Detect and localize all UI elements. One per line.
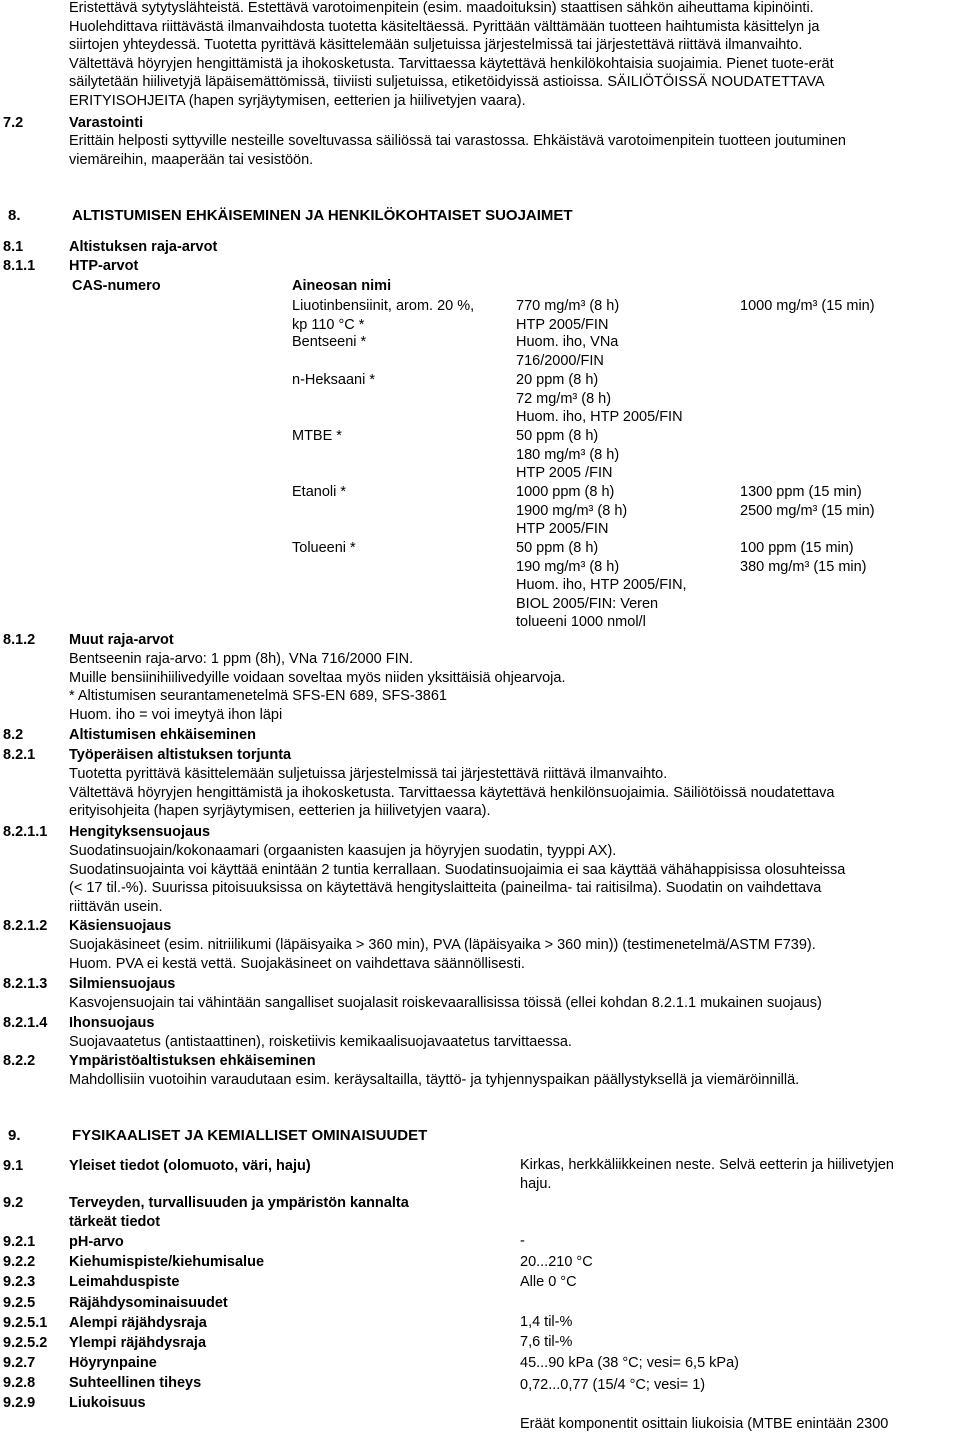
property-value: haju. bbox=[520, 1176, 552, 1192]
property-number: 9.2.5.2 bbox=[3, 1335, 48, 1351]
text-line: siirtojen yhteydessä. Tuotetta pyrittävä käsittelemään suljetuissa järjestelmissä tai järjestettävä riittävä ilmanvaihto. bbox=[69, 37, 803, 54]
section-title-8-2-1-1: Hengityksensuojaus bbox=[69, 824, 211, 840]
occupational-exposure-text bbox=[69, 765, 834, 821]
section-number-8-2-1-4: 8.2.1.4 bbox=[3, 1015, 48, 1031]
text-line: Suodatinsuojain/kokonaamari (orgaanisten kaasujen ja höyryjen suodatin, tyyppi AX). bbox=[69, 843, 617, 859]
property-value: Eräät komponentit osittain liukoisia (MTBE enintään 2300 bbox=[520, 1416, 889, 1432]
text-line: säilytetään hiilivetyjä läpäisemättömissä, tiiviisti suljetuissa, etiketöidyissä astioissa. SÄILIÖTÖISSÄ NOUDATETTAVA bbox=[69, 74, 825, 91]
column-header-name: Aineosan nimi bbox=[292, 278, 392, 294]
limit-8h-cell: 1000 ppm (8 h) bbox=[516, 484, 615, 500]
limit-8h-cell: 180 mg/m³ (8 h) bbox=[516, 446, 620, 463]
text-line: Suojavaatetus (antistaattinen), roisketiivis kemikaalisuojavaatetus tarvittaessa. bbox=[69, 1034, 572, 1050]
section-number-8-1-2: 8.1.2 bbox=[3, 632, 36, 648]
property-label: Liukoisuus bbox=[69, 1395, 146, 1411]
substance-name-cell: MTBE * bbox=[292, 428, 342, 444]
substance-name-cell: n-Heksaani * bbox=[292, 372, 376, 388]
limit-15min-cell: 380 mg/m³ (15 min) bbox=[740, 558, 867, 575]
property-label: Ylempi räjähdysraja bbox=[69, 1335, 207, 1351]
section-number-9: 9. bbox=[8, 1127, 21, 1144]
section-title-storage: Varastointi bbox=[69, 115, 144, 131]
section-title-8-2: Altistumisen ehkäiseminen bbox=[69, 727, 256, 743]
environmental-exposure-text bbox=[69, 1071, 799, 1090]
property-label: tärkeät tiedot bbox=[69, 1214, 161, 1230]
section-title-9: FYSIKAALISET JA KEMIALLISET OMINAISUUDET bbox=[72, 1127, 428, 1144]
text-line: Muille bensiinihiilivedyille voidaan soveltaa myös niiden yksittäisiä ohjearvoja. bbox=[69, 669, 566, 686]
property-number: 9.2.7 bbox=[3, 1355, 36, 1371]
text-line: Erittäin helposti syttyville nesteille soveltuvassa säiliössä tai varastossa. Ehkäistävä varotoimenpitein tuotteen joutuminen bbox=[69, 133, 846, 149]
text-line: ERITYISOHJEITA (hapen syrjäytymisen, eetterien ja hiilivetyjen vaara). bbox=[69, 92, 526, 109]
section-title-8-2-1: Työperäisen altistuksen torjunta bbox=[69, 747, 292, 763]
property-value: Kirkas, herkkäliikkeinen neste. Selvä eetterin ja hiilivetyjen bbox=[520, 1157, 894, 1173]
property-number: 9.2.5 bbox=[3, 1295, 36, 1311]
text-line: viemäreihin, maaperään tai vesistöön. bbox=[69, 151, 314, 168]
property-label: Kiehumispiste/kiehumisalue bbox=[69, 1254, 265, 1270]
storage-text bbox=[69, 132, 846, 169]
section-title-8-1-1: HTP-arvot bbox=[69, 258, 139, 274]
property-number: 9.2.9 bbox=[3, 1395, 36, 1411]
skin-protection-text bbox=[69, 1033, 572, 1052]
property-label: Höyrynpaine bbox=[69, 1355, 157, 1371]
section-number-8-2: 8.2 bbox=[3, 727, 24, 743]
limit-8h-cell: 72 mg/m³ (8 h) bbox=[516, 390, 612, 407]
property-label: Leimahduspiste bbox=[69, 1274, 180, 1290]
text-line: Suojakäsineet (esim. nitriilikumi (läpäisyaika > 360 min), PVA (läpäisyaika > 360 min)) (testimenetelmä/ASTM F739). bbox=[69, 937, 816, 953]
section-number-8-2-2: 8.2.2 bbox=[3, 1053, 36, 1069]
text-line: riittävän usein. bbox=[69, 898, 163, 915]
section-number-8-1-1: 8.1.1 bbox=[3, 258, 36, 274]
property-value: 0,72...0,77 (15/4 °C; vesi= 1) bbox=[520, 1377, 706, 1393]
limit-15min-cell: 2500 mg/m³ (15 min) bbox=[740, 502, 875, 519]
property-number: 9.2.1 bbox=[3, 1234, 36, 1250]
text-line: * Altistumisen seurantamenetelmä SFS-EN 689, SFS-3861 bbox=[69, 688, 447, 705]
limit-8h-cell: 50 ppm (8 h) bbox=[516, 428, 599, 444]
property-number: 9.2 bbox=[3, 1195, 24, 1211]
property-value: 7,6 til-% bbox=[520, 1334, 573, 1350]
text-line: Huolehdittava riittävästä ilmanvaihdosta tuotetta käsiteltäessä. Pyrittään välttämään tuotteen haihtumista käsittelyn ja bbox=[69, 18, 820, 35]
property-number: 9.1 bbox=[3, 1158, 24, 1174]
text-line: Mahdollisiin vuotoihin varaudutaan esim. keräysaltailla, täyttö- ja tyhjennyspaikan päällystyksellä ja viemäröinnillä. bbox=[69, 1072, 800, 1088]
section-title-8-2-2: Ympäristöaltistuksen ehkäiseminen bbox=[69, 1053, 316, 1069]
property-number: 9.2.8 bbox=[3, 1375, 36, 1391]
limit-8h-cell: 190 mg/m³ (8 h) bbox=[516, 558, 620, 575]
section-title-8-2-1-3: Silmiensuojaus bbox=[69, 976, 176, 992]
limit-8h-cell: 716/2000/FIN bbox=[516, 352, 604, 369]
section-number-8-2-1-2: 8.2.1.2 bbox=[3, 918, 48, 934]
property-label: Suhteellinen tiheys bbox=[69, 1375, 202, 1391]
section-number-8: 8. bbox=[8, 207, 21, 224]
limit-8h-cell: tolueeni 1000 nmol/l bbox=[516, 614, 646, 631]
limit-8h-cell: 20 ppm (8 h) bbox=[516, 372, 599, 388]
property-label: Terveyden, turvallisuuden ja ympäristön kannalta bbox=[69, 1195, 409, 1211]
text-line: Kasvojensuojain tai vähintään sangalliset suojalasit roiskevaarallisissa töissä (ellei kohdan 8.2.1.1 mukainen suojaus) bbox=[69, 995, 822, 1011]
property-number: 9.2.3 bbox=[3, 1274, 36, 1290]
property-value: - bbox=[520, 1233, 525, 1249]
section-number-8-1: 8.1 bbox=[3, 239, 24, 255]
limit-8h-cell: HTP 2005/FIN bbox=[516, 316, 609, 333]
limit-8h-cell: Huom. iho, VNa bbox=[516, 334, 619, 350]
text-line: Huom. PVA ei kestä vettä. Suojakäsineet on vaihdettava säännöllisesti. bbox=[69, 955, 525, 972]
property-label: Yleiset tiedot (olomuoto, väri, haju) bbox=[69, 1158, 311, 1174]
text-line: (< 17 til.-%). Suurissa pitoisuuksissa on käytettävä hengityslaitteita (paineilma- tai raitisilma). Suodatin on vaihdettava bbox=[69, 880, 822, 897]
text-line: Vältettävä höyryjen hengittämistä ja ihokosketusta. Tarvittaessa käytettävä henkilönsuojaimia. Säiliötöissä noudatettava bbox=[69, 784, 835, 801]
limit-8h-cell: 50 ppm (8 h) bbox=[516, 540, 599, 556]
limit-8h-cell: 770 mg/m³ (8 h) bbox=[516, 298, 620, 314]
section-number-7-2: 7.2 bbox=[3, 115, 24, 131]
section-title-8-1-2: Muut raja-arvot bbox=[69, 632, 174, 648]
respiratory-protection-text bbox=[69, 842, 845, 916]
section-title-8-1: Altistuksen raja-arvot bbox=[69, 239, 218, 255]
substance-name-cell: Tolueeni * bbox=[292, 540, 356, 556]
text-line: Tuotetta pyrittävä käsittelemään suljetuissa järjestelmissä tai järjestettävä riittävä ilmanvaihto. bbox=[69, 766, 668, 782]
substance-name-cell: Liuotinbensiinit, arom. 20 %, bbox=[292, 298, 475, 314]
section-number-8-2-1: 8.2.1 bbox=[3, 747, 36, 763]
text-line: Huom. iho = voi imeytyä ihon läpi bbox=[69, 706, 283, 723]
limit-15min-cell: 100 ppm (15 min) bbox=[740, 540, 854, 556]
hand-protection-text bbox=[69, 936, 816, 973]
substance-name-cell: Bentseeni * bbox=[292, 334, 367, 350]
limit-8h-cell: Huom. iho, HTP 2005/FIN bbox=[516, 409, 683, 426]
substance-name-cell: Etanoli * bbox=[292, 484, 347, 500]
text-line: Suodatinsuojainta voi käyttää enintään 2 tuntia kerrallaan. Suodatinsuojaimia ei saa käyttää vähähappisissa olosuhteissa bbox=[69, 861, 846, 878]
section-title-8-2-1-2: Käsiensuojaus bbox=[69, 918, 172, 934]
property-value: 20...210 °C bbox=[520, 1254, 593, 1270]
eye-protection-text bbox=[69, 994, 822, 1013]
property-label: Räjähdysominaisuudet bbox=[69, 1295, 228, 1311]
limit-15min-cell: 1300 ppm (15 min) bbox=[740, 484, 862, 500]
substance-name-cell: kp 110 °C * bbox=[292, 316, 365, 333]
other-limits-text bbox=[69, 650, 565, 724]
limit-8h-cell: HTP 2005/FIN bbox=[516, 521, 609, 538]
section-number-8-2-1-3: 8.2.1.3 bbox=[3, 976, 48, 992]
text-line: Vältettävä höyryjen hengittämistä ja ihokosketusta. Tarvittaessa käytettävä henkilökohtaisia suojaimia. Pienet tuote-erät bbox=[69, 55, 834, 72]
property-number: 9.2.5.1 bbox=[3, 1315, 48, 1331]
section-title-8: ALTISTUMISEN EHKÄISEMINEN JA HENKILÖKOHTAISET SUOJAIMET bbox=[72, 207, 573, 224]
property-label: pH-arvo bbox=[69, 1234, 124, 1250]
handling-text bbox=[69, 0, 834, 111]
property-number: 9.2.2 bbox=[3, 1254, 36, 1270]
text-line: erityisohjeita (hapen syrjäytymisen, eetterien ja hiilivetyjen vaara). bbox=[69, 803, 491, 820]
text-line: Eristettävä sytytyslähteistä. Estettävä varotoimenpitein (esim. maadoituksin) staattisen sähkön aiheuttama kipinöinti. bbox=[69, 0, 814, 16]
property-label: Alempi räjähdysraja bbox=[69, 1315, 207, 1331]
limit-8h-cell: BIOL 2005/FIN: Veren bbox=[516, 595, 659, 612]
limit-8h-cell: 1900 mg/m³ (8 h) bbox=[516, 502, 628, 519]
limit-8h-cell: Huom. iho, HTP 2005/FIN, bbox=[516, 577, 687, 594]
text-line: Bentseenin raja-arvo: 1 ppm (8h), VNa 716/2000 FIN. bbox=[69, 651, 414, 667]
property-value: Alle 0 °C bbox=[520, 1274, 577, 1290]
section-number-8-2-1-1: 8.2.1.1 bbox=[3, 824, 48, 840]
section-title-8-2-1-4: Ihonsuojaus bbox=[69, 1015, 155, 1031]
limit-8h-cell: HTP 2005 /FIN bbox=[516, 465, 613, 482]
property-value: 45...90 kPa (38 °C; vesi= 6,5 kPa) bbox=[520, 1355, 739, 1371]
property-value: 1,4 til-% bbox=[520, 1314, 573, 1330]
limit-15min-cell: 1000 mg/m³ (15 min) bbox=[740, 298, 875, 314]
column-header-cas: CAS-numero bbox=[72, 278, 161, 294]
